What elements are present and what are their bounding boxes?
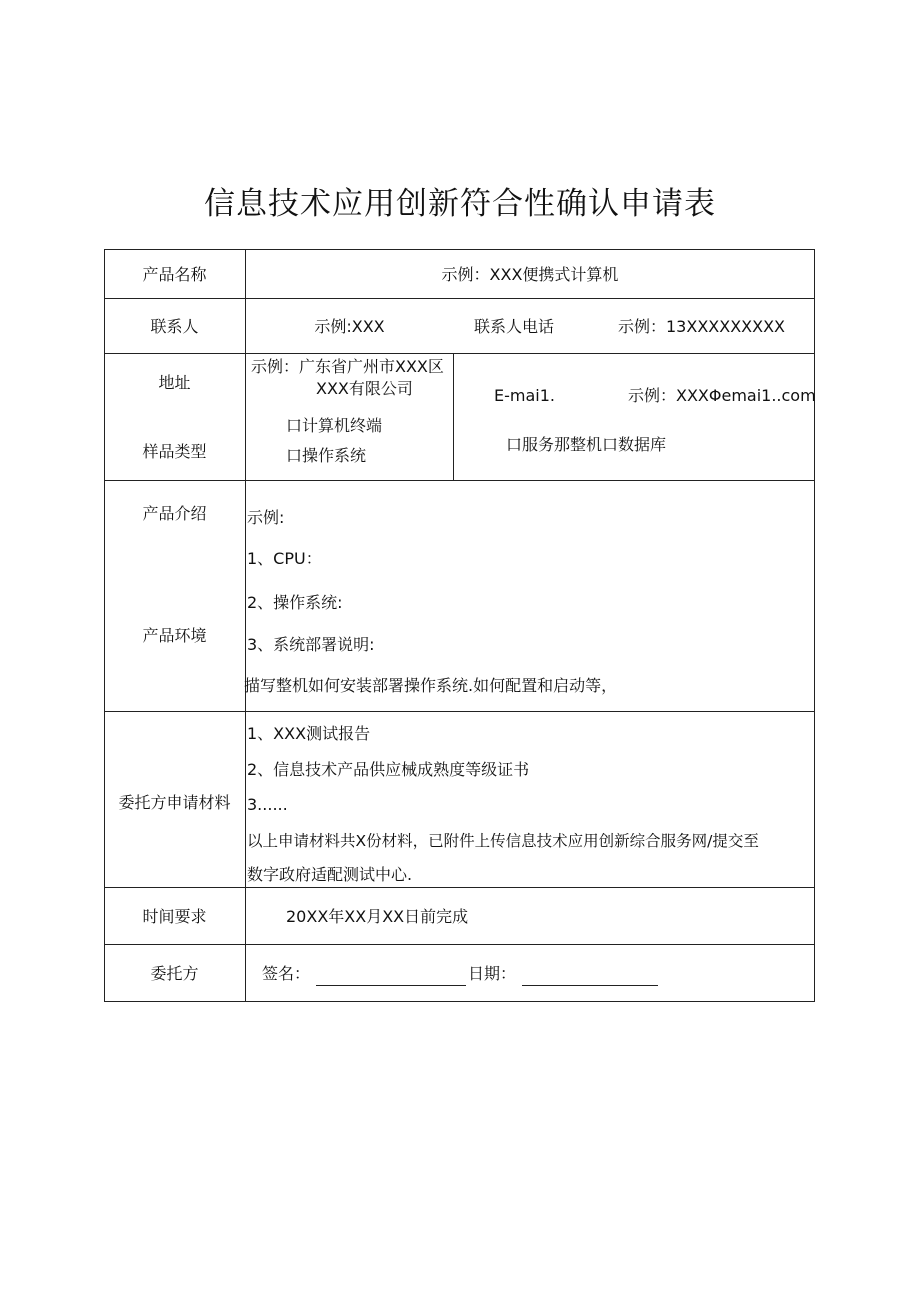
signature-field[interactable] — [316, 985, 466, 986]
product-name-value[interactable]: 示例：XXX便携式计算机 — [441, 265, 619, 284]
time-label: 时间要求 — [142, 907, 207, 926]
materials-line: 数字政府适配测试中心. — [247, 865, 413, 884]
intro-line: 1、CPU： — [247, 549, 322, 568]
time-value[interactable]: 20XX年XX月XX日前完成 — [286, 907, 469, 926]
contact-phone-label: 联系人电话 — [474, 317, 555, 336]
sample-type-label: 样品类型 — [142, 442, 207, 461]
product-name-label: 产品名称 — [142, 265, 207, 284]
intro-line: 示例: — [247, 508, 285, 527]
date-label: 日期： — [468, 964, 517, 983]
product-intro-label: 产品介绍 — [142, 504, 207, 523]
address-value-line1[interactable]: 示例：广东省广州市XXX区 — [251, 357, 444, 376]
divider — [104, 480, 815, 481]
date-field[interactable] — [522, 985, 658, 986]
sample-type-option[interactable]: 口操作系统 — [286, 446, 367, 465]
application-form — [104, 249, 815, 1002]
value-divider — [453, 353, 454, 480]
signature-label: 签名： — [262, 964, 311, 983]
border-top — [104, 249, 815, 250]
divider — [104, 298, 815, 299]
divider — [104, 944, 815, 945]
sample-type-option[interactable]: 口服务那整机口数据库 — [506, 435, 667, 454]
email-value[interactable]: 示例：XXXΦemai1..com — [628, 386, 816, 405]
border-bottom — [104, 1001, 815, 1002]
materials-line: 3...... — [247, 795, 288, 814]
divider — [104, 887, 815, 888]
divider — [104, 711, 815, 712]
email-label: E-mai1. — [494, 386, 555, 405]
border-right — [814, 249, 815, 1002]
divider — [104, 353, 815, 354]
contact-phone-value[interactable]: 示例：13XXXXXXXXX — [618, 317, 786, 336]
contact-value[interactable]: 示例:XXX — [314, 317, 385, 336]
intro-line: 3、系统部署说明: — [247, 635, 375, 654]
materials-line: 以上申请材料共X份材料，已附件上传信息技术应用创新综合服务网/提交至 — [247, 832, 759, 850]
intro-line: 描写整机如何安装部署操作系统.如何配置和启动等， — [244, 676, 618, 695]
product-env-label: 产品环境 — [142, 626, 207, 645]
materials-line: 2、信息技术产品供应械成熟度等级证书 — [247, 760, 530, 779]
address-value-line2[interactable]: XXX有限公司 — [316, 379, 413, 398]
materials-label: 委托方申请材料 — [118, 793, 231, 812]
client-label: 委托方 — [150, 964, 199, 983]
materials-line: 1、XXX测试报告 — [247, 724, 371, 743]
address-label: 地址 — [158, 373, 191, 392]
intro-line: 2、操作系统: — [247, 593, 343, 612]
contact-label: 联系人 — [150, 317, 199, 336]
sample-type-option[interactable]: 口计算机终端 — [286, 416, 383, 435]
page-title: 信息技术应用创新符合性确认申请表 — [204, 186, 716, 222]
label-divider — [245, 249, 246, 1002]
